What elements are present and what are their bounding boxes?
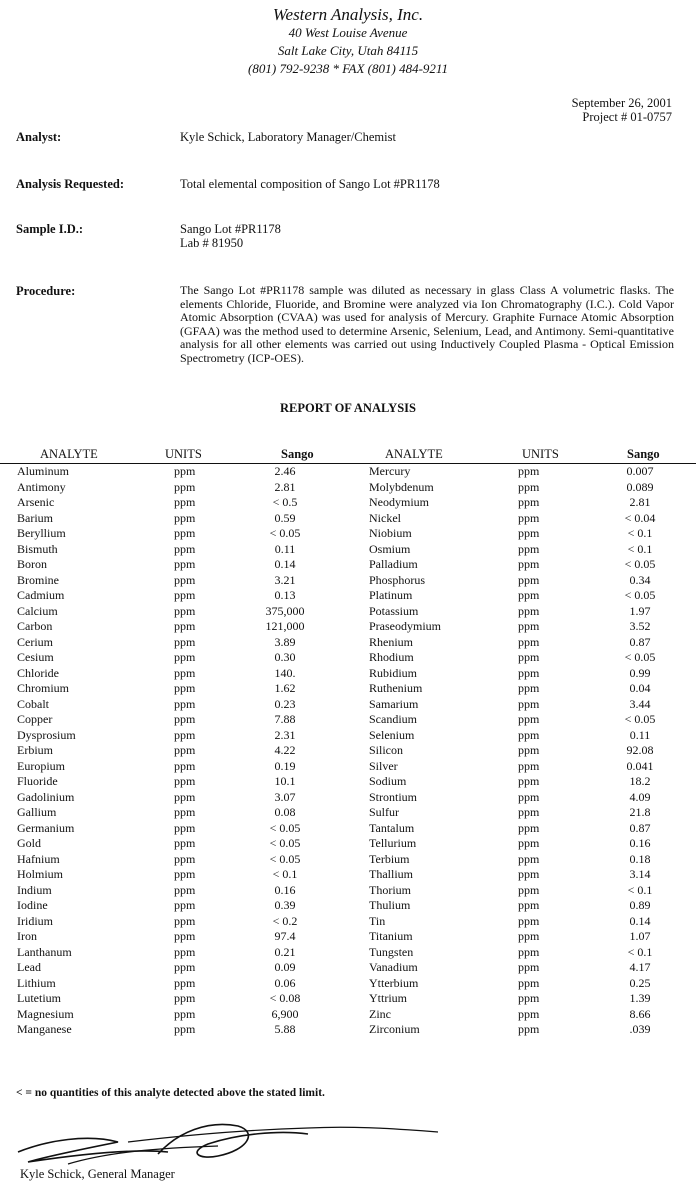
header-sample-right: Sango — [627, 447, 660, 461]
table-row — [0, 588, 696, 604]
letterhead — [0, 6, 696, 78]
value-right: 3.52 — [629, 619, 651, 633]
sample-id-value — [180, 222, 281, 250]
table-row — [0, 464, 696, 480]
analyte-right: Nickel — [369, 510, 401, 525]
value-left: < 0.2 — [272, 913, 298, 928]
report-date: September 26, 2001 — [571, 96, 672, 110]
table-row — [0, 759, 696, 775]
units-right: ppm — [518, 696, 540, 711]
analyte-left: Gadolinium — [17, 789, 75, 804]
value-right: < 0.1 — [627, 541, 653, 556]
value-right: < 0.1 — [627, 882, 653, 897]
units-left: ppm — [174, 805, 196, 819]
analyte-left: Erbium — [17, 743, 53, 757]
value-left: 6,900 — [271, 1006, 299, 1021]
value-left: 1.62 — [274, 681, 296, 695]
value-left: < 0.05 — [269, 836, 301, 850]
analyte-left: Lutetium — [17, 991, 61, 1005]
date-block — [572, 96, 672, 124]
value-left: 0.30 — [274, 650, 296, 664]
table-row — [0, 774, 696, 790]
value-right: 0.89 — [629, 898, 651, 912]
header-units-right: UNITS — [522, 447, 559, 461]
sample-id-label: Sample I.D.: — [16, 222, 84, 236]
analyte-right: Sodium — [369, 774, 407, 788]
analyte-left: Iridium — [17, 913, 53, 928]
value-left: 4.22 — [274, 743, 296, 757]
analyte-right: Scandium — [369, 712, 417, 726]
analyte-right: Rhodium — [369, 650, 414, 664]
value-left: 2.81 — [274, 479, 296, 494]
units-right: ppm — [518, 1022, 540, 1036]
value-right: 0.14 — [629, 913, 651, 928]
analyte-right: Yttrium — [369, 991, 407, 1005]
table-row — [0, 728, 696, 744]
value-left: 140. — [274, 665, 296, 680]
analyte-left: Copper — [17, 712, 53, 726]
analyte-right: Rubidium — [369, 665, 418, 680]
units-left: ppm — [174, 696, 196, 711]
value-right: < 0.05 — [624, 557, 656, 571]
table-row — [0, 991, 696, 1007]
value-left: 0.16 — [274, 882, 296, 897]
table-row — [0, 898, 696, 914]
analyte-right: Neodymium — [369, 495, 429, 509]
analyte-left: Gallium — [17, 805, 57, 819]
value-left: 0.08 — [274, 805, 296, 819]
analysis-requested-label: Analysis Requested: — [16, 177, 124, 191]
analyte-right: Sulfur — [369, 805, 399, 819]
table-row — [0, 619, 696, 635]
value-left: 121,000 — [265, 619, 305, 633]
value-left: 3.21 — [274, 572, 296, 587]
units-right: ppm — [518, 1006, 540, 1021]
table-row — [0, 697, 696, 713]
analyte-left: Chromium — [17, 681, 70, 695]
units-right: ppm — [518, 526, 540, 540]
units-left: ppm — [174, 882, 196, 897]
value-right: 3.14 — [629, 867, 651, 881]
units-left: ppm — [174, 991, 196, 1005]
units-right: ppm — [518, 557, 540, 571]
value-right: 0.18 — [629, 851, 651, 866]
analyte-left: Iodine — [17, 898, 48, 912]
company-name: Western Analysis, Inc. — [272, 5, 424, 24]
value-right: < 0.05 — [624, 712, 656, 726]
units-right: ppm — [518, 495, 540, 509]
units-right: ppm — [518, 479, 540, 494]
value-left: < 0.1 — [272, 867, 298, 881]
value-left: 0.14 — [274, 557, 296, 571]
value-left: 0.19 — [274, 758, 296, 773]
units-right: ppm — [518, 743, 540, 757]
header-units-left: UNITS — [165, 447, 202, 461]
analyte-right: Zinc — [369, 1006, 391, 1021]
value-left: < 0.08 — [269, 991, 301, 1005]
analyte-right: Niobium — [369, 526, 412, 540]
units-right: ppm — [518, 913, 540, 928]
value-right: 18.2 — [629, 774, 651, 788]
units-left: ppm — [174, 588, 196, 602]
analyte-right: Tungsten — [369, 944, 414, 959]
units-left: ppm — [174, 619, 196, 633]
value-right: 0.87 — [629, 634, 651, 649]
value-left: 0.11 — [274, 541, 296, 556]
table-row — [0, 743, 696, 759]
table-row — [0, 542, 696, 558]
signature — [8, 1112, 448, 1174]
value-left: < 0.05 — [269, 526, 301, 540]
project-number: Project # 01-0757 — [582, 110, 672, 124]
value-right: 21.8 — [629, 805, 651, 819]
analyte-right: Vanadium — [369, 960, 418, 974]
analyte-left: Antimony — [17, 479, 66, 494]
value-left: < 0.05 — [269, 820, 301, 835]
units-left: ppm — [174, 913, 196, 928]
value-right: 0.99 — [629, 665, 651, 680]
value-right: < 0.05 — [624, 588, 656, 602]
units-left: ppm — [174, 479, 196, 494]
analyte-right: Silver — [369, 758, 398, 773]
value-right: 0.87 — [629, 820, 651, 835]
units-left: ppm — [174, 1006, 196, 1021]
analyte-right: Platinum — [369, 588, 413, 602]
sample-id-line2: Lab # 81950 — [180, 236, 244, 250]
units-left: ppm — [174, 495, 196, 509]
value-left: 0.09 — [274, 960, 296, 974]
analyte-left: Carbon — [17, 619, 53, 633]
analyte-right: Thulium — [369, 898, 411, 912]
value-right: 0.25 — [629, 975, 651, 990]
value-left: 3.07 — [274, 789, 296, 804]
analyte-right: Titanium — [369, 929, 413, 943]
procedure-text: The Sango Lot #PR1178 sample was diluted as necessary in glass Class A volumetric flasks. The elements Chloride, Fluoride, and Bromine were analyzed via Ion Chromatography (I.C.). Cold Vapor Atomic Absorption (CVAA) was used for analysis of Mercury. Graphite Furnace Atomic Absorption (GFAA) was the method used to determine Arsenic, Selenium, Lead, and Antimony. Semi-quantitative analysis for all other elements was carried out using Inductively Coupled Plasma - Optical Emission Spectrometry (ICP-OES). — [180, 283, 674, 365]
analyte-left: Beryllium — [17, 526, 66, 540]
units-right: ppm — [518, 510, 540, 525]
value-right: < 0.1 — [627, 526, 653, 540]
units-left: ppm — [174, 836, 196, 850]
units-right: ppm — [518, 603, 540, 618]
table-row — [0, 945, 696, 961]
table-row — [0, 883, 696, 899]
table-row — [0, 836, 696, 852]
table-row — [0, 805, 696, 821]
units-right: ppm — [518, 867, 540, 881]
units-right: ppm — [518, 789, 540, 804]
units-left: ppm — [174, 758, 196, 773]
units-left: ppm — [174, 526, 196, 540]
table-row — [0, 495, 696, 511]
analysis-requested-value: Total elemental composition of Sango Lot #PR1178 — [180, 177, 440, 191]
units-left: ppm — [174, 789, 196, 804]
analyte-left: Aluminum — [17, 464, 70, 478]
analyte-right: Rhenium — [369, 634, 413, 649]
analyte-left: Cesium — [17, 650, 54, 664]
analyte-right: Strontium — [369, 789, 418, 804]
value-left: < 0.5 — [272, 495, 298, 509]
analyte-left: Cadmium — [17, 588, 65, 602]
header-analyte-left: ANALYTE — [40, 447, 98, 461]
analyte-left: Gold — [17, 836, 41, 850]
units-left: ppm — [174, 650, 196, 664]
units-right: ppm — [518, 650, 540, 664]
value-left: 3.89 — [274, 634, 296, 649]
units-left: ppm — [174, 681, 196, 695]
table-row — [0, 1022, 696, 1038]
analyte-left: Iron — [17, 929, 37, 943]
units-right: ppm — [518, 588, 540, 602]
value-right: 92.08 — [626, 743, 654, 757]
units-left: ppm — [174, 634, 196, 649]
table-row — [0, 557, 696, 573]
analyte-left: Bismuth — [17, 541, 58, 556]
table-row — [0, 821, 696, 837]
analyte-left: Hafnium — [17, 851, 60, 866]
analyte-left: Europium — [17, 758, 65, 773]
table-row — [0, 712, 696, 728]
analyte-right: Tin — [369, 913, 386, 928]
units-right: ppm — [518, 882, 540, 897]
units-left: ppm — [174, 851, 196, 866]
units-left: ppm — [174, 464, 196, 478]
value-right: 0.11 — [629, 727, 651, 742]
table-row — [0, 650, 696, 666]
value-left: 0.13 — [274, 588, 296, 602]
analyte-right: Selenium — [369, 727, 415, 742]
analyte-left: Cerium — [17, 634, 53, 649]
units-right: ppm — [518, 805, 540, 819]
analyte-left: Barium — [17, 510, 53, 525]
analyte-left: Holmium — [17, 867, 64, 881]
units-left: ppm — [174, 960, 196, 974]
table-row — [0, 604, 696, 620]
units-right: ppm — [518, 820, 540, 835]
analyte-right: Thallium — [369, 867, 413, 881]
units-left: ppm — [174, 510, 196, 525]
analyte-left: Boron — [17, 557, 47, 571]
analyte-left: Lanthanum — [17, 944, 72, 959]
units-right: ppm — [518, 774, 540, 788]
value-left: 10.1 — [274, 774, 296, 788]
value-right: < 0.04 — [624, 510, 656, 525]
value-right: .039 — [629, 1022, 651, 1036]
analyte-right: Tellurium — [369, 836, 417, 850]
table-row — [0, 511, 696, 527]
units-right: ppm — [518, 572, 540, 587]
analyte-right: Terbium — [369, 851, 410, 866]
units-right: ppm — [518, 944, 540, 959]
value-right: 0.041 — [626, 758, 654, 773]
value-right: 0.007 — [626, 464, 654, 478]
value-right: 0.16 — [629, 836, 651, 850]
value-right: 0.34 — [629, 572, 651, 587]
value-right: 1.07 — [629, 929, 651, 943]
units-right: ppm — [518, 712, 540, 726]
analyte-right: Ruthenium — [369, 681, 423, 695]
units-right: ppm — [518, 727, 540, 742]
table-header — [0, 446, 696, 464]
header-sample-left: Sango — [281, 447, 314, 461]
units-right: ppm — [518, 975, 540, 990]
table-row — [0, 1007, 696, 1023]
table-row — [0, 573, 696, 589]
value-left: 0.39 — [274, 898, 296, 912]
analyte-right: Tantalum — [369, 820, 415, 835]
value-left: 0.59 — [274, 510, 296, 525]
value-left: 0.21 — [274, 944, 296, 959]
analyte-right: Phosphorus — [369, 572, 426, 587]
units-left: ppm — [174, 944, 196, 959]
analyte-left: Calcium — [17, 603, 58, 618]
analyst-label: Analyst: — [16, 130, 62, 144]
table-row — [0, 852, 696, 868]
table-row — [0, 914, 696, 930]
signature-caption: Kyle Schick, General Manager — [20, 1167, 175, 1181]
value-left: 375,000 — [265, 603, 305, 618]
units-left: ppm — [174, 572, 196, 587]
units-left: ppm — [174, 975, 196, 990]
analyst-value: Kyle Schick, Laboratory Manager/Chemist — [180, 130, 396, 144]
table-row — [0, 960, 696, 976]
units-left: ppm — [174, 1022, 196, 1036]
value-left: 2.31 — [274, 727, 296, 742]
table-row — [0, 635, 696, 651]
analyte-right: Ytterbium — [369, 975, 419, 990]
units-left: ppm — [174, 541, 196, 556]
table-row — [0, 929, 696, 945]
value-right: 0.04 — [629, 681, 651, 695]
value-right: 1.39 — [629, 991, 651, 1005]
value-left: 0.06 — [274, 975, 296, 990]
value-right: < 0.1 — [627, 944, 653, 959]
value-right: 0.089 — [626, 479, 654, 494]
analyte-right: Mercury — [369, 464, 411, 478]
value-right: 8.66 — [629, 1006, 651, 1021]
analyte-left: Magnesium — [17, 1006, 74, 1021]
value-right: 3.44 — [629, 696, 651, 711]
analyte-left: Indium — [17, 882, 52, 897]
units-left: ppm — [174, 743, 196, 757]
company-address-line2: Salt Lake City, Utah 84115 — [277, 43, 419, 58]
units-left: ppm — [174, 665, 196, 680]
analyte-left: Arsenic — [17, 495, 55, 509]
analyte-right: Samarium — [369, 696, 419, 711]
table-row — [0, 526, 696, 542]
units-right: ppm — [518, 619, 540, 633]
company-phone-fax: (801) 792-9238 * FAX (801) 484-9211 — [248, 61, 448, 76]
value-right: < 0.05 — [624, 650, 656, 664]
analyte-right: Molybdenum — [369, 479, 434, 494]
units-right: ppm — [518, 665, 540, 680]
units-left: ppm — [174, 603, 196, 618]
units-right: ppm — [518, 836, 540, 850]
analysis-table — [0, 464, 696, 1038]
table-row — [0, 666, 696, 682]
units-left: ppm — [174, 727, 196, 742]
analyte-right: Zirconium — [369, 1022, 420, 1036]
units-left: ppm — [174, 898, 196, 912]
analyte-right: Thorium — [369, 882, 411, 897]
units-right: ppm — [518, 898, 540, 912]
analyte-right: Silicon — [369, 743, 404, 757]
analyte-right: Praseodymium — [369, 619, 441, 633]
report-title: REPORT OF ANALYSIS — [280, 401, 416, 415]
analyte-left: Manganese — [17, 1022, 72, 1036]
table-row — [0, 867, 696, 883]
table-row — [0, 480, 696, 496]
units-right: ppm — [518, 634, 540, 649]
value-left: 5.88 — [274, 1022, 296, 1036]
analyte-left: Germanium — [17, 820, 75, 835]
units-right: ppm — [518, 960, 540, 974]
value-right: 4.17 — [629, 960, 651, 974]
units-right: ppm — [518, 681, 540, 695]
analyte-right: Palladium — [369, 557, 418, 571]
units-right: ppm — [518, 991, 540, 1005]
table-row — [0, 681, 696, 697]
units-left: ppm — [174, 867, 196, 881]
units-right: ppm — [518, 758, 540, 773]
analyte-left: Dysprosium — [17, 727, 76, 742]
units-left: ppm — [174, 929, 196, 943]
procedure-label: Procedure: — [16, 284, 76, 298]
value-left: 97.4 — [274, 929, 296, 943]
value-left: 2.46 — [274, 464, 296, 478]
units-right: ppm — [518, 464, 540, 478]
units-left: ppm — [174, 712, 196, 726]
units-left: ppm — [174, 820, 196, 835]
table-row — [0, 790, 696, 806]
analyte-left: Lead — [17, 960, 41, 974]
table-row — [0, 976, 696, 992]
analyte-right: Osmium — [369, 541, 411, 556]
analyte-right: Potassium — [369, 603, 419, 618]
analyte-left: Fluoride — [17, 774, 58, 788]
value-left: 0.23 — [274, 696, 296, 711]
company-address-line1: 40 West Louise Avenue — [288, 25, 408, 40]
units-left: ppm — [174, 557, 196, 571]
units-right: ppm — [518, 851, 540, 866]
units-left: ppm — [174, 774, 196, 788]
value-right: 2.81 — [629, 495, 651, 509]
value-right: 4.09 — [629, 789, 651, 804]
analyte-left: Lithium — [17, 975, 56, 990]
footnote: < = no quantities of this analyte detected above the stated limit. — [16, 1087, 325, 1099]
value-left: < 0.05 — [269, 851, 301, 866]
header-analyte-right: ANALYTE — [385, 447, 443, 461]
units-right: ppm — [518, 541, 540, 556]
value-right: 1.97 — [629, 603, 651, 618]
analyte-left: Cobalt — [17, 696, 49, 711]
sample-id-line1: Sango Lot #PR1178 — [180, 222, 281, 236]
units-right: ppm — [518, 929, 540, 943]
analyte-left: Bromine — [17, 572, 59, 587]
value-left: 7.88 — [274, 712, 296, 726]
analyte-left: Chloride — [17, 665, 59, 680]
